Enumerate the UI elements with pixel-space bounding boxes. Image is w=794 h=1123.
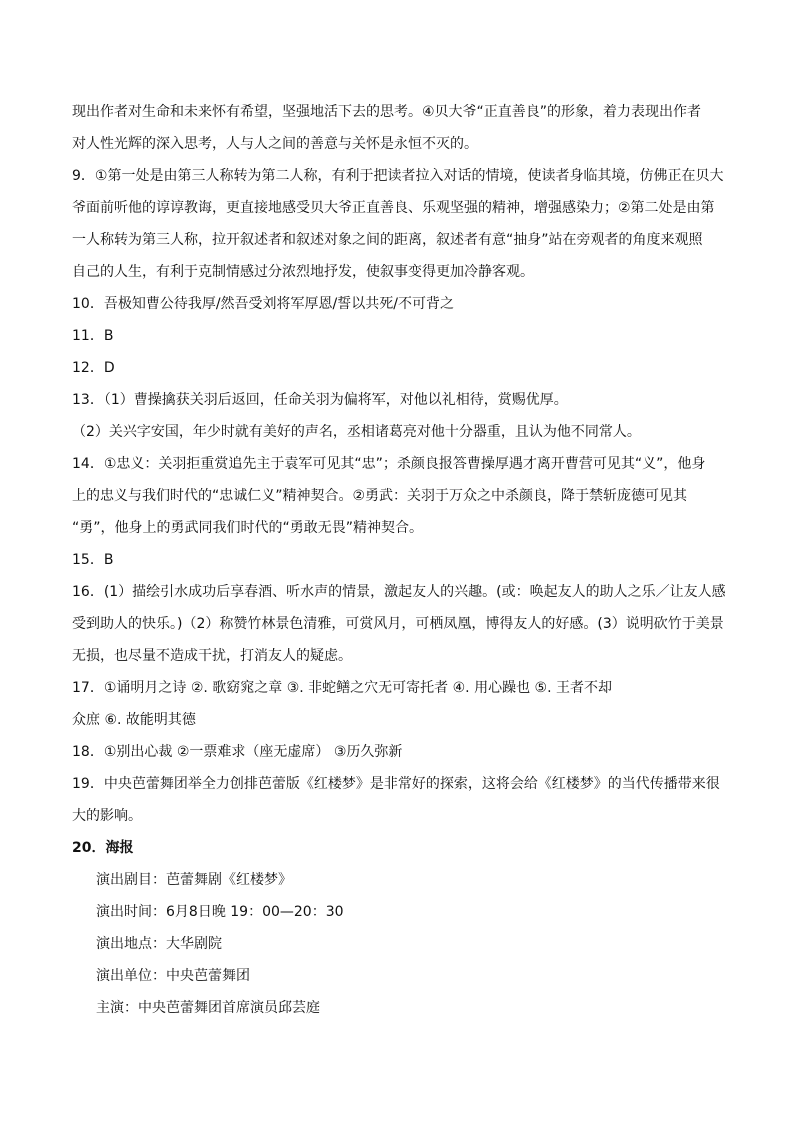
poster-organizer: 演出单位：中央芭蕾舞团 — [96, 968, 250, 984]
answer-13-part-2: （2）关兴字安国，年少时就有美好的声名，丞相诸葛亮对他十分器重，且认为他不同常人。 — [72, 424, 641, 440]
poster-venue: 演出地点：大华剧院 — [96, 936, 222, 952]
answer-9-line-4: 自己的人生，有利于克制情感过分浓烈地抒发，使叙事变得更加冷静客观。 — [72, 264, 534, 280]
answer-12: 12．D — [72, 360, 115, 376]
answer-14-line-3: “勇”，他身上的勇武同我们时代的“勇敢无畏”精神契合。 — [72, 520, 424, 536]
answer-16-line-3: 无损，也尽量不造成干扰，打消友人的疑虑。 — [72, 648, 352, 664]
text-line-2: 对人性光辉的深入思考，人与人之间的善意与关怀是永恒不灭的。 — [72, 136, 478, 152]
answer-17-line-2: 众庶 ⑥. 故能明其德 — [72, 712, 196, 728]
answer-19-line-2: 大的影响。 — [72, 808, 142, 824]
answer-16-line-2: 受到助人的快乐。)（2）称赞竹林景色清雅，可赏风月，可栖凤凰，博得友人的好感。(3）说明砍竹于美景 — [72, 616, 724, 632]
answer-16-line-1: 16．(1）描绘引水成功后享春酒、听水声的情景，激起友人的兴趣。(或：唤起友人的助人之乐／让友人感 — [72, 584, 726, 600]
answer-document — [72, 96, 732, 1024]
answer-9-line-3: 一人称转为第三人称，拉开叙述者和叙述对象之间的距离，叙述者有意“抽身”站在旁观者的角度来观照 — [72, 232, 703, 248]
answer-14-line-2: 上的忠义与我们时代的“忠诚仁义”精神契合。②勇武：关羽于万众之中杀颜良，降于禁斩庞德可见其 — [72, 488, 688, 504]
answer-14-line-1: 14．①忠义：关羽拒重赏追先主于袁军可见其“忠”；杀颜良报答曹操厚遇才离开曹营可见其“义”，他身 — [72, 456, 706, 472]
answer-20-heading: 20．海报 — [72, 840, 134, 856]
answer-19-line-1: 19．中央芭蕾舞团举全力创排芭蕾版《红楼梦》是非常好的探索，这将会给《红楼梦》的当代传播带来很 — [72, 776, 720, 792]
text-line-1: 现出作者对生命和未来怀有希望，坚强地活下去的思考。④贝大爷“正直善良”的形象，着力表现出作者 — [72, 104, 702, 120]
answer-13-part-1: 13．（1）曹操擒获关羽后返回，任命关羽为偏将军，对他以礼相待，赏赐优厚。 — [72, 392, 568, 408]
answer-11: 11．B — [72, 328, 114, 344]
answer-9-line-1: 9．①第一处是由第三人称转为第二人称，有利于把读者拉入对话的情境，使读者身临其境，仿佛正在贝大 — [72, 168, 724, 184]
answer-17-line-1: 17．①诵明月之诗 ②. 歌窈窕之章 ③. 非蛇鳝之穴无可寄托者 ④. 用心躁也 ⑤. 王者不却 — [72, 680, 612, 696]
answer-15: 15．B — [72, 552, 114, 568]
poster-time: 演出时间：6月8日晚 19：00—20：30 — [96, 904, 344, 920]
answer-18: 18．①别出心裁 ②一票难求（座无虚席） ③历久弥新 — [72, 744, 403, 760]
poster-lead-performer: 主演：中央芭蕾舞团首席演员邱芸庭 — [96, 1000, 320, 1016]
answer-10: 10．吾极知曹公待我厚/然吾受刘将军厚恩/誓以共死/不可背之 — [72, 296, 454, 312]
answer-9-line-2: 爷面前听他的谆谆教诲，更直接地感受贝大爷正直善良、乐观坚强的精神，增强感染力；②第二处是由第 — [72, 200, 715, 216]
poster-program: 演出剧目：芭蕾舞剧《红楼梦》 — [96, 872, 292, 888]
